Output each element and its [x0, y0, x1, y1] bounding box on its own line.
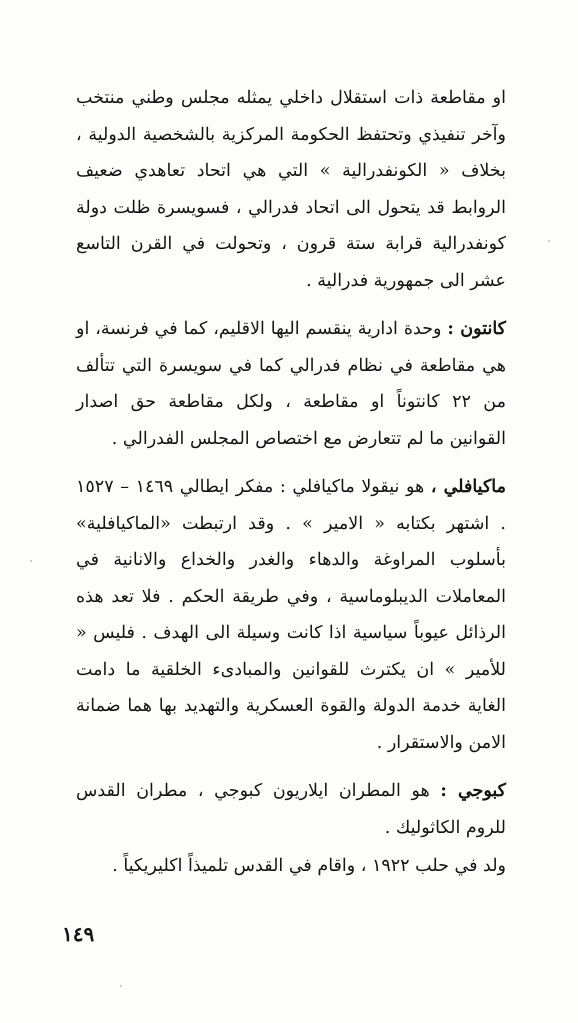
paper-speck: [30, 560, 32, 562]
entry-capucci: [76, 773, 506, 846]
paper-speck: [120, 985, 122, 987]
entry-term: ماكيافلي ،: [430, 477, 506, 497]
entry-capucci-birth: [76, 848, 506, 885]
entry-canton: [76, 311, 506, 457]
entry-federal-continuation: [76, 80, 506, 299]
entry-machiavelli: [76, 469, 506, 761]
entry-text: ولد في حلب ١٩٢٢ ، واقام في القدس تلميذاً اكليريكياً .: [112, 856, 506, 876]
entry-text: هو نيقولا ماكيافلي : مفكر ايطالي ١٤٦٩ – ١٥٢٧ . اشتهر بكتابه « الامير » . وقد ارتبطت «الماكيافلية» بأسلوب المراوغة والدهاء والغدر والخداع والانانية في المعاملات الديبلوماسية ، وفي طريقة الحكم . فلا تعد هذه الرذائل عيوباً سياسية اذا كانت وسيلة الى الهدف . فليس « للأمير » ان يكترث للقوانين والمبادىء الخلقية ما دامت الغاية خدمة الدولة والقوة العسكرية والتهديد بها هما ضمانة الامن والاستقرار .: [76, 477, 506, 753]
paper-speck: [548, 240, 550, 242]
entry-text: او مقاطعة ذات استقلال داخلي يمثله مجلس وطني منتخب وآخر تنفيذي وتحتفظ الحكومة المركزية بالشخصية الدولية ، بخلاف « الكونفدرالية » التي هي اتحاد تعاهدي ضعيف الروابط قد يتحول الى اتحاد فدرالي ، فسويسرة ظلت دولة كونفدرالية قرابة ستة قرون ، وتحولت في القرن التاسع عشر الى جمهورية فدرالية .: [76, 88, 506, 291]
entry-term: كانتون :: [447, 319, 507, 339]
entry-term: كبوجي :: [440, 781, 507, 801]
entry-text: هو المطران ايلاريون كبوجي ، مطران القدس للروم الكاثوليك .: [76, 781, 506, 838]
page-number: ١٤٩: [62, 922, 95, 946]
entry-text: وحدة ادارية ينقسم اليها الاقليم، كما في فرنسة، او هي مقاطعة في نظام فدرالي كما في سويسرة التي تتألف من ٢٢ كانتوناً او مقاطعة ، ولكل مقاطعة حق اصدار القوانين ما لم تتعارض مع اختصاص المجلس الفدرالي .: [76, 319, 506, 449]
